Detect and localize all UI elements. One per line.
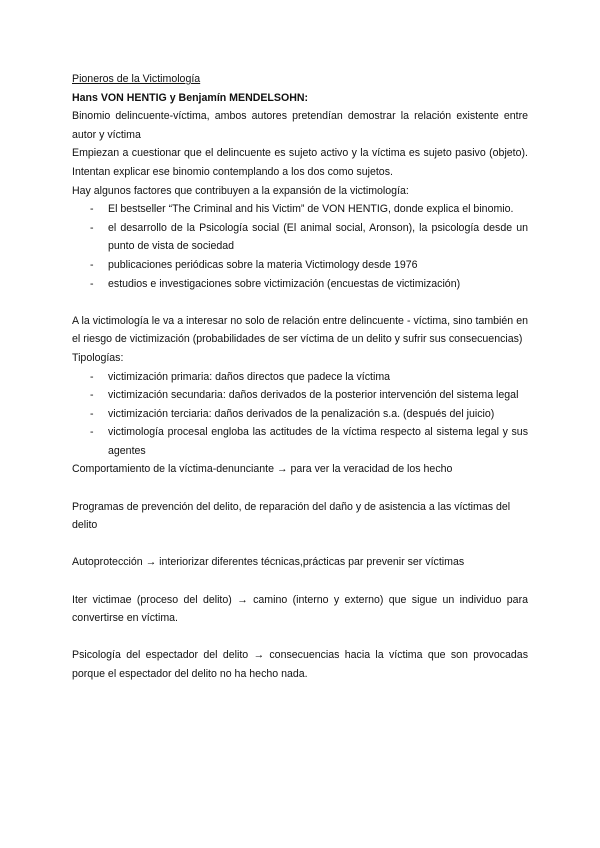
authors-heading: Hans VON HENTIG y Benjamín MENDELSOHN: (72, 91, 309, 104)
section-title: Pioneros de la Victimología (72, 73, 201, 85)
list-item: - victimología procesal engloba las actitudes de la víctima respecto al sistema legal y sus agentes (72, 423, 528, 460)
paragraph-comportamiento: Comportamiento de la víctima-denunciante → para ver la veracidad de los hecho (72, 463, 453, 476)
blank-line (72, 535, 528, 554)
paragraph-iter: Iter victimae (proceso del delito) → camino (interno y externo) que sigue un individuo para convertirse en víctima. (72, 593, 528, 625)
paragraph-autoproteccion: Autoprotección → interiorizar diferentes técnicas,prácticas par prevenir ser víctimas (72, 556, 465, 569)
paragraph-cuestionar: Empiezan a cuestionar que el delincuente es sujeto activo y la víctima es sujeto pasivo (objeto). Intentan explicar ese binomio contemplando a los dos como sujetos. (72, 147, 528, 178)
paragraph-psicologia: Psicología del espectador del delito → consecuencias hacia la víctima que son provocadas porque el espectador del delito no ha hecho nada. (72, 649, 528, 680)
document-page (72, 70, 528, 684)
list-item: - estudios e investigaciones sobre victimización (encuestas de victimización) (72, 275, 528, 294)
list-item: - victimización secundaria: daños derivados de la posterior intervención del sistema legal (72, 386, 528, 405)
paragraph-binomio: Binomio delincuente-víctima, ambos autores pretendían demostrar la relación existente entre autor y víctima (72, 110, 528, 141)
list-item: - publicaciones periódicas sobre la materia Victimology desde 1976 (72, 256, 528, 275)
tipologias-label: Tipologías: (72, 351, 124, 364)
paragraph-interes: A la victimología le va a interesar no solo de relación entre delincuente - víctima, sino también en el riesgo de victimización (probabilidades de ser víctima de un delito y sufrir sus consecuencias) (72, 314, 528, 346)
blank-line (72, 479, 528, 498)
list-item: - victimización primaria: daños directos que padece la víctima (72, 368, 528, 387)
blank-line (72, 628, 528, 647)
paragraph-factores-intro: Hay algunos factores que contribuyen a la expansión de la victimología: (72, 184, 409, 197)
factores-list (72, 200, 528, 293)
blank-line (72, 572, 528, 591)
list-item: - el desarrollo de la Psicología social (El animal social, Aronson), la psicología desde un punto de vista de sociedad (72, 219, 528, 256)
blank-line (72, 293, 528, 312)
list-item: - victimización terciaria: daños derivados de la penalización s.a. (después del juicio) (72, 405, 528, 424)
list-item: - El bestseller “The Criminal and his Victim” de VON HENTIG, donde explica el binomio. (72, 200, 528, 219)
tipologias-list (72, 368, 528, 461)
paragraph-programas: Programas de prevención del delito, de reparación del daño y de asistencia a las víctimas del delito (72, 500, 511, 532)
